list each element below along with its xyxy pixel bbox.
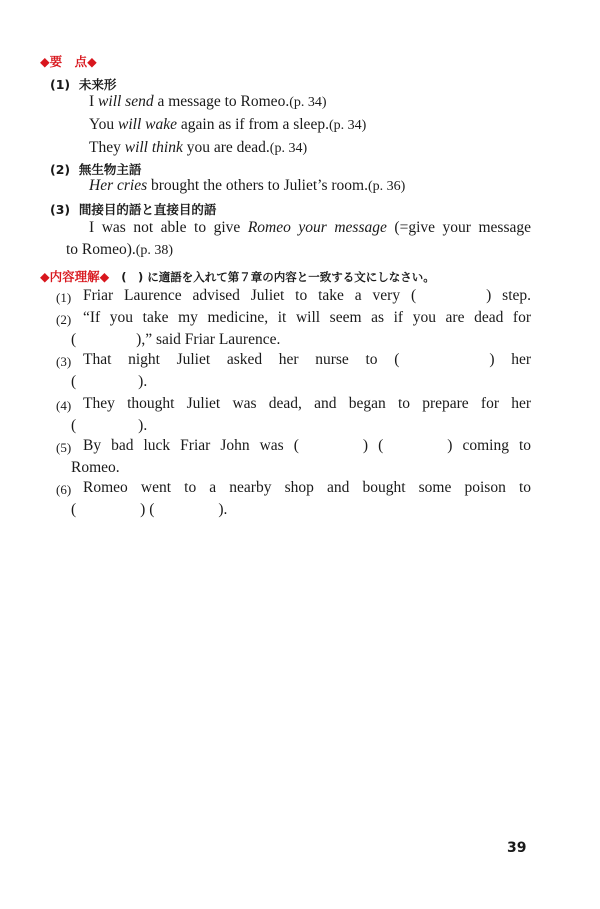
key-points-title: 要 点 [49,54,88,69]
point-title: 未来形 [78,77,117,92]
point-2-heading [50,160,141,178]
point-title: 無生物主語 [78,162,142,177]
answer-blank[interactable]: ( ). [71,373,148,390]
question-3: That night Juliet asked her nurse to ( ) her [83,351,532,368]
question-number: (6) [56,482,72,497]
instruction-paren: ( ) [121,270,144,284]
instruction-text: に適語を入れて第７章の内容と一致する文にしなさい。 [147,270,435,284]
point-title: 間接目的語と直接目的語 [78,202,217,217]
example-sentence: I will send a message to Romeo.(p. 34) [89,93,327,110]
question-number: (3) [56,354,72,369]
point-number: (3) [50,202,71,217]
answer-blank[interactable]: ( ). [149,501,228,518]
question-4-continued [71,417,147,435]
question-2: “If you take my medicine, it will seem as if you are dead for [83,309,531,326]
example-sentence: They will think you are dead.(p. 34) [89,139,308,156]
answer-blank[interactable]: ( ) [410,287,492,304]
comprehension-title: 内容理解 [49,269,100,284]
question-2-continued: ( ),” said Friar Laurence. [71,331,281,348]
question-3-continued [71,373,147,391]
point-3-heading [50,200,216,218]
question-number: (1) [56,290,72,305]
diamond-icon: ◆ [99,269,110,284]
answer-blank[interactable]: ( ) [293,437,369,454]
answer-blank[interactable]: ( ) [71,501,146,518]
question-1: Friar Laurence advised Juliet to take a very ( ) step. [83,287,532,304]
point-number: (2) [50,162,71,177]
question-6: Romeo went to a nearby shop and bought some poison to [83,479,531,496]
point-number: (1) [50,77,71,92]
question-6-continued [71,501,227,519]
answer-blank[interactable]: ( ). [71,417,148,434]
point-1-heading [50,75,116,93]
example-sentence: I was not able to give Romeo your message (=give your message [89,219,531,236]
example-sentence: You will wake again as if from a sleep.(p. 34) [89,116,367,133]
example-sentence: Her cries brought the others to Juliet’s room.(p. 36) [89,177,406,194]
diamond-icon: ◆ [87,54,97,69]
diamond-icon: ◆ [40,269,50,284]
answer-blank[interactable]: ( ) [394,351,495,368]
question-number: (4) [56,398,72,413]
example-sentence-continued: to Romeo).(p. 38) [66,241,174,258]
question-5: By bad luck Friar John was ( ) ( ) coming to [83,437,532,454]
comprehension-header [40,267,435,286]
page-number: 39 [507,840,527,856]
answer-blank[interactable]: ( ) [378,437,453,454]
question-number: (2) [56,312,72,327]
question-number: (5) [56,440,72,455]
answer-blank[interactable]: ( ),” [71,331,153,348]
question-4: They thought Juliet was dead, and began to prepare for her [83,395,531,412]
question-5-continued: Romeo. [71,459,120,476]
key-points-header [40,52,97,70]
diamond-icon: ◆ [40,54,50,69]
